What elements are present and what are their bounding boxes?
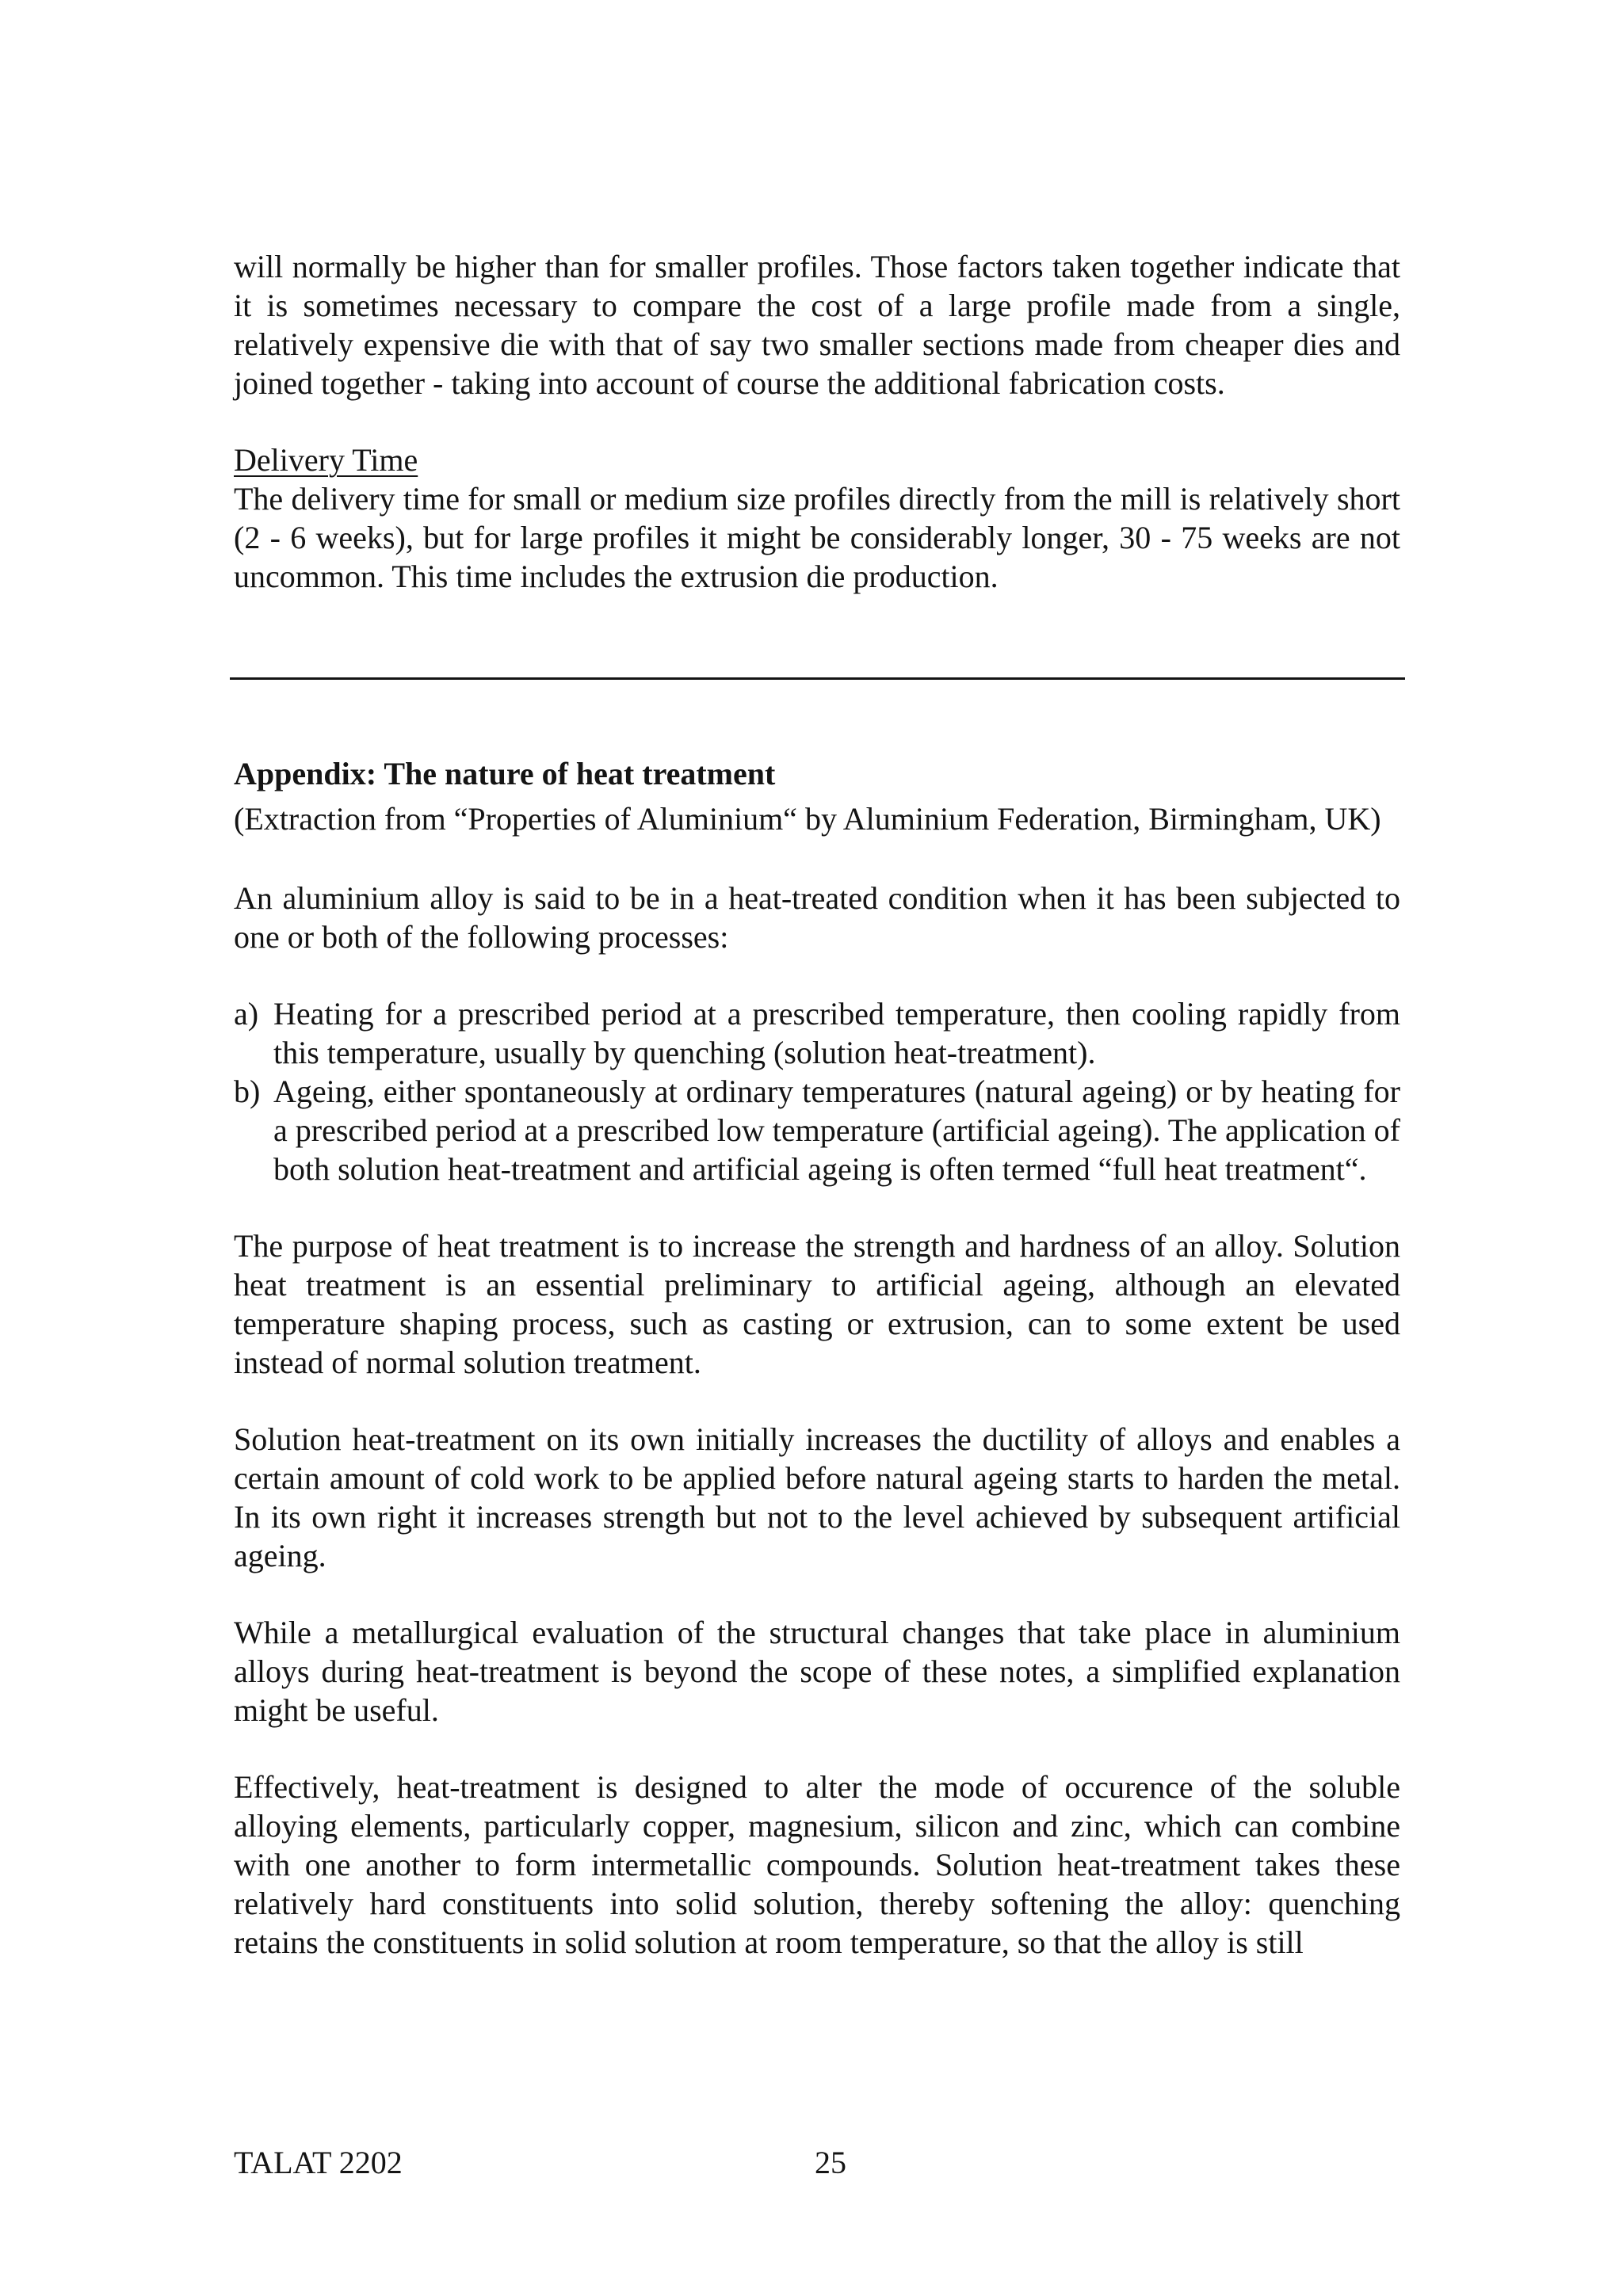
- list-item: [234, 1072, 1400, 1188]
- list-marker: a): [234, 996, 259, 1032]
- spacer: [234, 956, 1400, 994]
- process-list: [234, 994, 1400, 1188]
- list-item-text: Heating for a prescribed period at a prescribed temperature, then cooling rapidly from this temperature, usually by quenching (solution heat-treatment).: [273, 996, 1400, 1070]
- footer-document-id: TALAT 2202: [234, 2145, 403, 2180]
- section-divider: [230, 677, 1405, 680]
- appendix-intro-paragraph: An aluminium alloy is said to be in a heat-treated condition when it has been subjected to one or both of the following processes:: [234, 880, 1400, 955]
- list-marker: b): [234, 1074, 261, 1109]
- effectively-paragraph: Effectively, heat-treatment is designed to alter the mode of occurence of the soluble alloying elements, particularly copper, magnesium, silicon and zinc, which can combine with one another to form intermetallic compounds. Solution heat-treatment takes these relatively hard constituents into solid solution, thereby softening the alloy: quenching retains the constituents in solid solution at room temperature, so that the alloy is still: [234, 1769, 1400, 1960]
- spacer: [234, 1730, 1400, 1768]
- list-item: [234, 994, 1400, 1072]
- intro-paragraph: will normally be higher than for smaller profiles. Those factors taken together indicate that it is sometimes necessary to compare the cost of a large profile made from a single, relatively expensive die with that of say two smaller sections made from cheaper dies and joined together - taking into account of course the additional fabrication costs.: [234, 249, 1400, 401]
- purpose-paragraph: The purpose of heat treatment is to increase the strength and hardness of an alloy. Solution heat treatment is an essential preliminary to artificial ageing, although an elevated temperature shaping process, such as casting or extrusion, can to some extent be used instead of normal solution treatment.: [234, 1228, 1400, 1380]
- spacer: [234, 1575, 1400, 1613]
- spacer: [234, 402, 1400, 441]
- appendix-source: (Extraction from “Properties of Aluminium“ by Aluminium Federation, Birmingham, UK): [234, 801, 1381, 837]
- appendix-title: Appendix: The nature of heat treatment: [234, 756, 776, 791]
- delivery-time-paragraph: The delivery time for small or medium size profiles directly from the mill is relatively short (2 - 6 weeks), but for large profiles it might be considerably longer, 30 - 75 weeks are not uncommon. This time includes the extrusion die production.: [234, 481, 1400, 594]
- appendix-section: [234, 754, 1400, 1962]
- list-item-text: Ageing, either spontaneously at ordinary temperatures (natural ageing) or by heating for a prescribed period at a prescribed low temperature (artificial ageing). The application of both solution heat-treatment and artificial ageing is often termed “full heat treatment“.: [273, 1074, 1400, 1187]
- delivery-time-heading: Delivery Time: [234, 442, 418, 478]
- footer-page-number: 25: [815, 2145, 846, 2180]
- metallurgical-paragraph: While a metallurgical evaluation of the structural changes that take place in aluminium alloys during heat-treatment is beyond the scope of these notes, a simplified explanation might be useful.: [234, 1615, 1400, 1728]
- solution-treatment-paragraph: Solution heat-treatment on its own initially increases the ductility of alloys and enables a certain amount of cold work to be applied before natural ageing starts to harden the metal. In its own right it increases strength but not to the level achieved by subsequent artificial ageing.: [234, 1421, 1400, 1573]
- spacer: [234, 1382, 1400, 1420]
- spacer: [234, 1188, 1400, 1226]
- top-content: [234, 247, 1400, 596]
- spacer: [234, 841, 1400, 879]
